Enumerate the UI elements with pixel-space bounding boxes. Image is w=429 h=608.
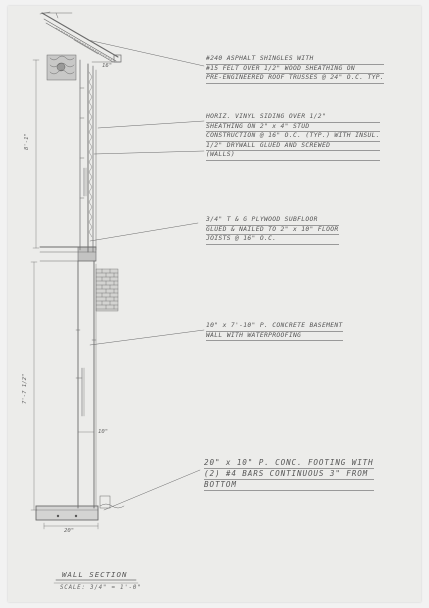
- dimension-lower-height: 7'-7 1/2": [22, 373, 28, 404]
- note-footing-line: (2) #4 BARS CONTINUOUS 3" FROM: [204, 469, 374, 480]
- brick-veneer-detail: [96, 269, 118, 311]
- footing: [36, 496, 124, 529]
- note-subfloor-line: JOISTS @ 16" O.C.: [206, 235, 339, 245]
- attic-insulation: [47, 55, 76, 80]
- dimension-upper-height: 8'-1": [24, 133, 30, 150]
- floor-system: [40, 247, 96, 261]
- note-subfloor-line: 3/4" T & G PLYWOOD SUBFLOOR: [206, 216, 339, 226]
- note-footing-line: 20" x 10" P. CONC. FOOTING WITH: [204, 458, 374, 467]
- note-wall-line: SHEATHING ON 2" x 4" STUD: [206, 123, 380, 133]
- drawing-scale: SCALE: 3/4" = 1'-0": [60, 585, 142, 591]
- note-wall-line: 1/2" DRYWALL GLUED AND SCREWED: [206, 142, 380, 152]
- upper-wall: [33, 60, 96, 252]
- drawing-title: WALL SECTION: [62, 570, 128, 579]
- note-basement-line: 10" x 7'-10" P. CONCRETE BASEMENT: [206, 322, 343, 332]
- note-subfloor: [206, 216, 339, 245]
- roof-assembly: [40, 12, 121, 62]
- note-wall-line: CONSTRUCTION @ 16" O.C. (TYP.) WITH INSUL.: [206, 132, 380, 142]
- note-roof: [206, 55, 384, 84]
- note-basement-line: WALL WITH WATERPROOFING: [206, 332, 343, 342]
- note-roof-line: #15 FELT OVER 1/2" WOOD SHEATHING ON: [206, 65, 384, 75]
- note-footing: [204, 458, 374, 491]
- basement-wall: [31, 261, 96, 510]
- note-roof-line: PRE-ENGINEERED ROOF TRUSSES @ 24" O.C. TYP.: [206, 74, 384, 84]
- note-subfloor-line: GLUED & NAILED TO 2" x 10" FLOOR: [206, 226, 339, 236]
- note-roof-line: #240 ASPHALT SHINGLES WITH: [206, 55, 384, 65]
- note-footing-line: BOTTOM: [204, 480, 374, 491]
- note-wall-line: (WALLS): [206, 151, 380, 161]
- note-wall-line: HORIZ. VINYL SIDING OVER 1/2": [206, 113, 380, 123]
- note-wall: [206, 113, 380, 161]
- dimension-overhang: 16": [102, 63, 113, 69]
- note-basement: [206, 322, 343, 341]
- dimension-footing-width: 20": [64, 528, 75, 534]
- dimension-wall-thickness: 10": [98, 429, 109, 435]
